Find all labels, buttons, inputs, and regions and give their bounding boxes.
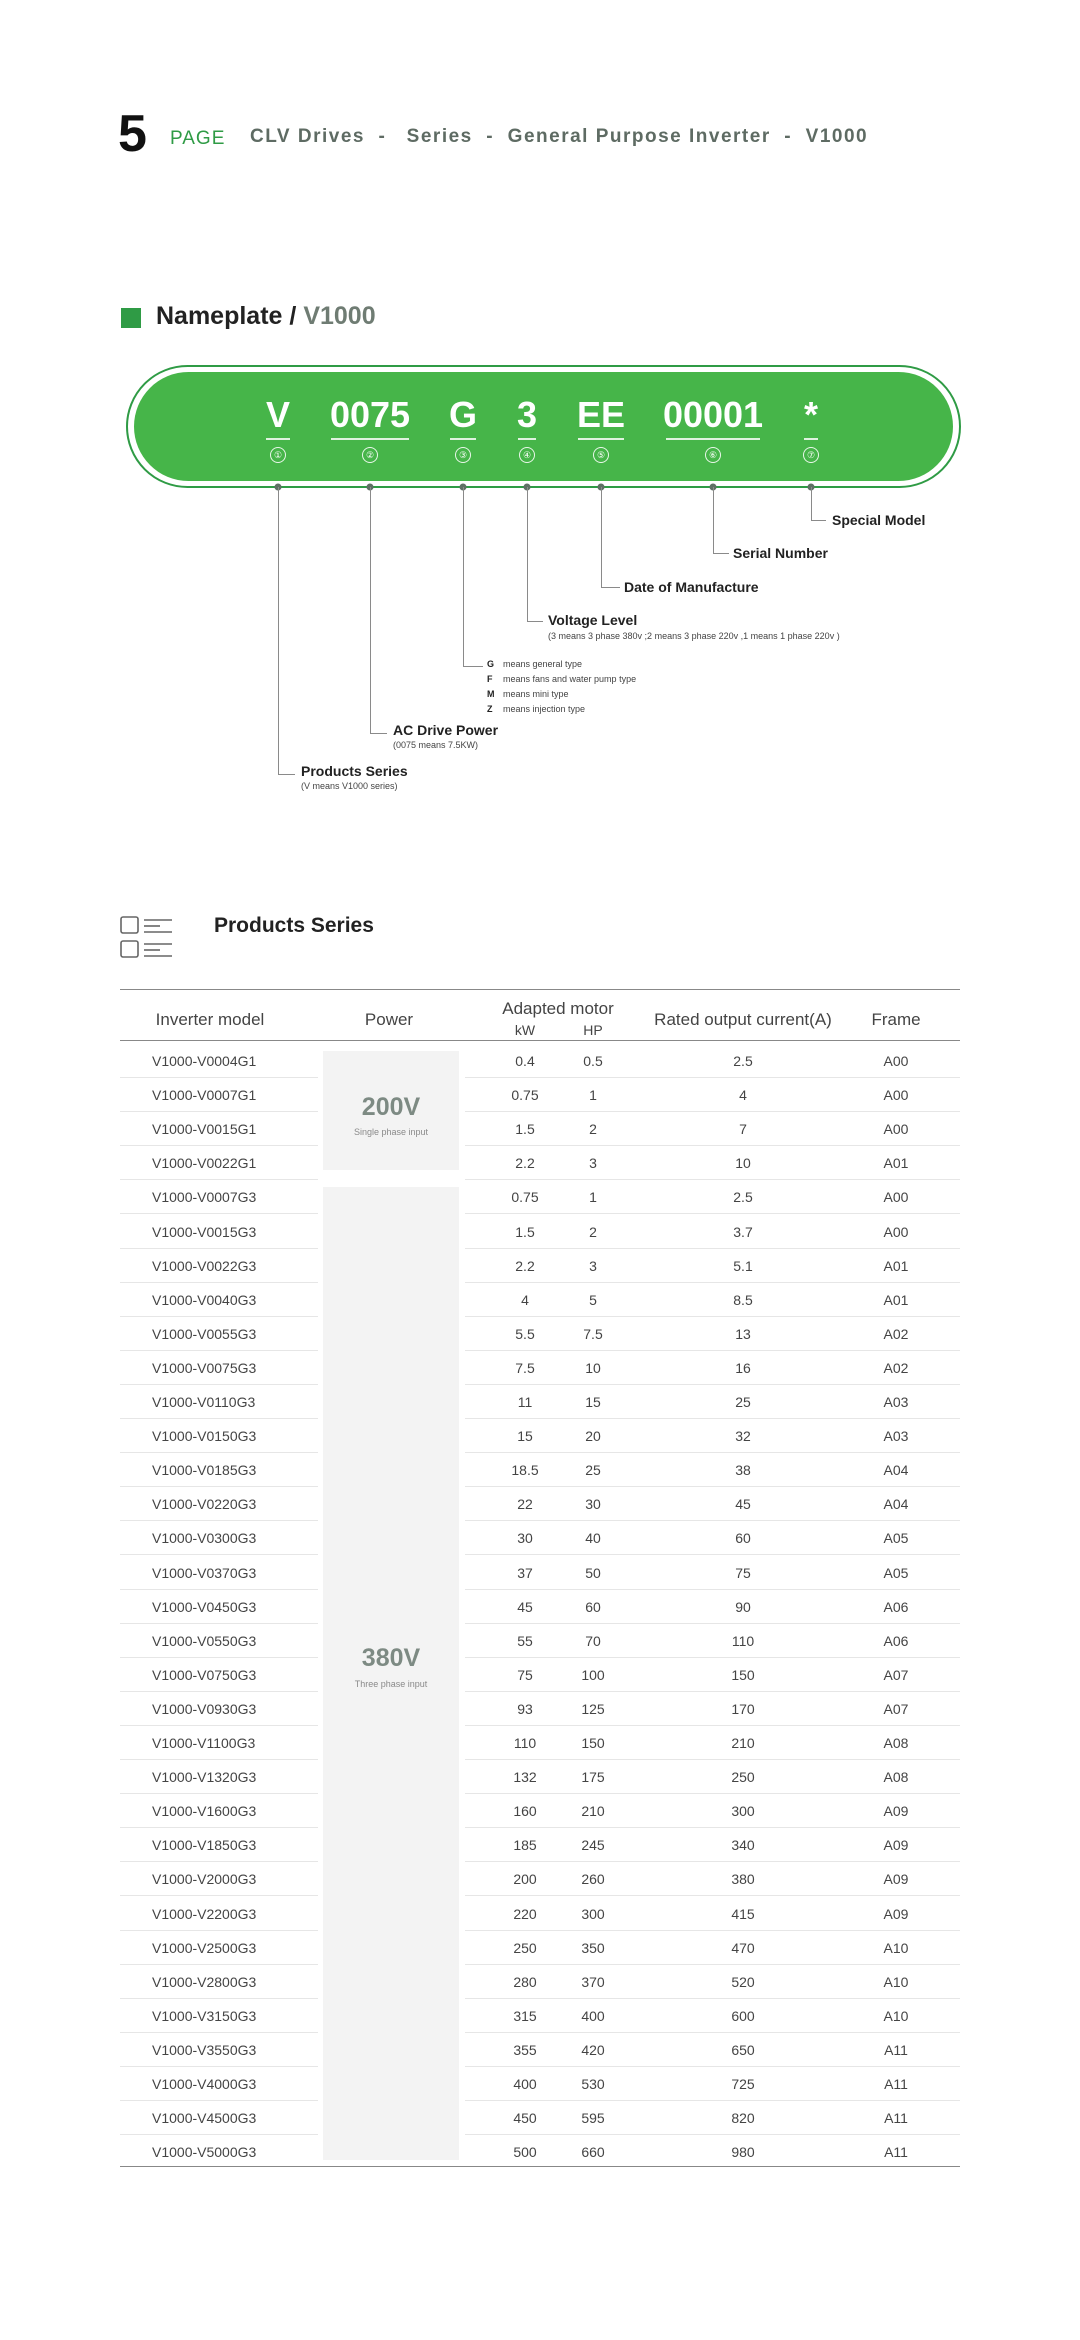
cell-current: 32 [735,1428,751,1445]
cell-hp: 2 [589,1121,597,1138]
table-row [120,1487,960,1521]
label-voltage-level-sub: (3 means 3 phase 380v ;2 means 3 phase 220v ,1 means 1 phase 220v ) [548,631,840,641]
cell-hp: 150 [581,1735,605,1751]
cell-current: 10 [735,1155,751,1172]
code-number: ⑥ [705,447,721,463]
cell-hp: 0.5 [583,1053,603,1069]
power-group-note: Single phase input [353,1127,429,1137]
cell-kw: 22 [517,1496,533,1513]
cell-current: 45 [735,1496,751,1513]
table-row [120,1078,960,1112]
cell-kw: 7.5 [515,1359,535,1376]
cell-model: V1000-V0015G3 [152,1223,257,1240]
cell-model: V1000-V0300G3 [152,1530,257,1547]
cell-current: 820 [731,2110,755,2127]
cell-current: 520 [731,1973,755,1990]
cell-hp: 260 [581,1871,605,1888]
cell-hp: 1 [589,1087,597,1104]
code-segment-voltage: 3 [516,394,538,435]
cell-current: 2.5 [733,1053,753,1069]
type-text: means mini type [503,689,569,699]
column-header-motor: Adapted motor [502,999,614,1018]
cell-model: V1000-V0550G3 [152,1632,257,1649]
cell-hp: 25 [585,1462,601,1479]
cell-model: V1000-V0004G1 [152,1053,257,1069]
connector-line [811,520,826,521]
code-underline [331,438,409,440]
cell-hp: 10 [585,1359,601,1376]
cell-model: V1000-V0110G3 [152,1394,256,1410]
type-text: means fans and water pump type [503,674,637,684]
cell-model: V1000-V0040G3 [152,1291,257,1308]
table-row [120,1931,960,1965]
cell-hp: 1 [589,1189,597,1206]
table-row [120,1215,960,1249]
table-row [120,1453,960,1487]
cell-model: V1000-V1850G3 [152,1837,257,1854]
connector-line [527,621,543,622]
type-row-fans [487,674,636,684]
code-number: ② [362,447,378,463]
table-bottom-rule [120,2166,960,2167]
table-row [120,1180,960,1214]
table-row [120,2067,960,2101]
cell-kw: 315 [513,2007,537,2024]
table-row [120,1692,960,1726]
table-row [120,1044,960,1078]
code-number: ④ [519,447,535,463]
table-row [120,2135,960,2169]
cell-kw: 0.75 [511,1087,539,1104]
table-row [120,2033,960,2067]
cell-current: 38 [735,1462,751,1479]
cell-kw: 5.5 [515,1325,535,1342]
cell-frame: A03 [883,1394,909,1410]
table-row [120,1249,960,1283]
power-group-label: 200V [361,1093,421,1121]
cell-hp: 20 [585,1428,601,1445]
cell-kw: 15 [517,1428,533,1445]
table-row [120,1658,960,1692]
cell-model: V1000-V4500G3 [152,2110,257,2127]
cell-frame: A09 [883,1871,909,1888]
cell-model: V1000-V0055G3 [152,1325,257,1342]
cell-hp: 70 [585,1632,601,1649]
cell-current: 600 [731,2007,755,2024]
cell-hp: 7.5 [583,1325,603,1342]
cell-hp: 5 [589,1291,597,1308]
cell-model: V1000-V1320G3 [152,1769,257,1786]
column-header-frame: Frame [871,1010,921,1029]
cell-frame: A06 [883,1598,909,1615]
cell-kw: 400 [513,2076,537,2092]
cell-model: V1000-V0930G3 [152,1700,257,1717]
cell-current: 110 [731,1632,755,1649]
cell-frame: A04 [883,1462,909,1479]
type-key: G [487,659,495,669]
cell-frame: A10 [883,1973,909,1990]
power-group-note: Three phase input [354,1679,428,1689]
cell-hp: 595 [581,2110,605,2127]
header-title: CLV Drives - Series - General Purpose Inverter - V1000 [250,126,869,147]
type-row-mini [487,689,569,699]
cell-frame: A00 [883,1053,909,1069]
cell-hp: 50 [585,1564,601,1581]
table-row [120,1965,960,1999]
type-row-general [487,659,582,669]
cell-kw: 45 [517,1598,533,1615]
label-products-series-sub: (V means V1000 series) [301,781,398,791]
cell-hp: 300 [581,1905,605,1922]
connector-line [463,487,464,666]
cell-frame: A00 [883,1121,909,1138]
code-number: ① [270,447,286,463]
cell-kw: 0.75 [511,1189,539,1206]
cell-frame: A09 [883,1803,909,1820]
nameplate-heading-text: Nameplate [156,302,283,330]
cell-hp: 530 [581,2076,605,2092]
type-key: F [487,674,493,684]
cell-model: V1000-V0075G3 [152,1359,257,1376]
type-key: M [487,689,495,699]
table-row [120,1419,960,1453]
cell-current: 250 [731,1769,755,1786]
cell-kw: 75 [517,1666,533,1683]
cell-current: 60 [735,1530,751,1547]
cell-frame: A04 [883,1496,909,1513]
connector-line [601,587,620,588]
cell-hp: 420 [581,2041,605,2058]
connector-line [527,487,528,621]
cell-model: V1000-V2500G3 [152,1939,257,1956]
cell-hp: 370 [581,1973,605,1990]
cell-model: V1000-V0750G3 [152,1666,257,1683]
cell-frame: A08 [883,1735,909,1751]
label-ac-drive-power-sub: (0075 means 7.5KW) [393,740,479,750]
table-row [120,1351,960,1385]
cell-model: V1000-V1600G3 [152,1803,257,1820]
cell-kw: 185 [513,1837,537,1854]
cell-frame: A01 [883,1291,909,1308]
code-number: ③ [455,447,471,463]
table-row [120,1897,960,1931]
code-segment-date: EE [576,394,626,435]
cell-frame: A01 [883,1257,909,1274]
cell-model: V1000-V4000G3 [152,2076,257,2092]
type-text: means general type [503,659,583,669]
cell-model: V1000-V2000G3 [152,1871,257,1888]
type-row-injection [487,704,585,714]
label-serial-number: Serial Number [733,545,828,561]
cell-current: 210 [731,1735,755,1751]
cell-model: V1000-V0150G3 [152,1428,257,1445]
cell-current: 300 [731,1803,755,1820]
cell-hp: 400 [581,2007,605,2024]
code-underline [266,438,290,440]
cell-model: V1000-V2800G3 [152,1973,257,1990]
cell-frame: A10 [883,2007,909,2024]
cell-frame: A07 [883,1666,909,1683]
table-row [120,1385,960,1419]
column-header-kw: kW [514,1022,536,1038]
cell-hp: 245 [581,1837,605,1854]
table-row [120,1999,960,2033]
table-row [120,1590,960,1624]
code-segment-type: G [448,394,478,435]
type-key: Z [487,704,493,714]
cell-frame: A07 [883,1700,909,1717]
table-row [120,1862,960,1896]
cell-kw: 2.2 [515,1155,535,1172]
table-row [120,1760,960,1794]
cell-kw: 11 [517,1394,533,1410]
page-word: PAGE [170,128,226,149]
table-row [120,1521,960,1555]
cell-kw: 500 [513,2144,537,2161]
cell-hp: 3 [589,1155,597,1172]
connector-line [278,487,279,774]
nameplate-heading-separator: / [289,302,297,330]
cell-hp: 125 [581,1700,605,1717]
cell-kw: 355 [513,2041,537,2058]
cell-kw: 132 [513,1769,537,1786]
cell-model: V1000-V1100G3 [152,1735,256,1751]
column-header-hp: HP [583,1022,603,1038]
label-ac-drive-power: AC Drive Power [393,722,499,738]
cell-model: V1000-V3550G3 [152,2041,257,2058]
cell-kw: 55 [517,1632,533,1649]
cell-kw: 93 [517,1700,533,1717]
cell-current: 415 [731,1905,755,1922]
cell-current: 980 [731,2144,755,2161]
table-row [120,1726,960,1760]
cell-frame: A01 [883,1155,909,1172]
table-row [120,1283,960,1317]
code-underline [666,438,760,440]
cell-frame: A05 [883,1564,909,1581]
cell-frame: A10 [883,1939,909,1956]
code-segment-special: * [803,394,819,435]
cell-frame: A09 [883,1905,909,1922]
cell-current: 3.7 [733,1223,753,1240]
connector-line [713,553,729,554]
cell-current: 7 [739,1121,747,1138]
cell-current: 5.1 [733,1257,753,1274]
cell-model: V1000-V0022G1 [152,1155,257,1172]
cell-current: 340 [731,1837,755,1854]
cell-hp: 60 [585,1598,601,1615]
cell-current: 13 [735,1325,751,1342]
table-row [120,2101,960,2135]
cell-current: 4 [739,1087,747,1104]
cell-hp: 175 [581,1769,605,1786]
cell-kw: 2.2 [515,1257,535,1274]
table-row [120,1794,960,1828]
cell-hp: 3 [589,1257,597,1274]
cell-kw: 30 [517,1530,533,1547]
cell-kw: 280 [513,1973,537,1990]
cell-kw: 1.5 [515,1223,535,1240]
cell-hp: 100 [581,1666,605,1683]
cell-model: V1000-V0015G1 [152,1121,257,1138]
list-icon [120,916,175,960]
connector-line [811,487,812,520]
cell-kw: 0.4 [515,1053,535,1069]
cell-frame: A11 [884,2110,908,2127]
code-number: ⑦ [803,447,819,463]
cell-current: 90 [735,1598,751,1615]
label-date-of-manufacture: Date of Manufacture [624,579,759,595]
cell-hp: 30 [585,1496,601,1513]
cell-model: V1000-V0450G3 [152,1598,257,1615]
cell-model: V1000-V0007G1 [152,1087,257,1104]
cell-frame: A00 [883,1189,909,1206]
column-header-model: Inverter model [155,1010,265,1029]
table-row [120,1146,960,1180]
cell-hp: 40 [585,1530,601,1547]
power-group-label: 380V [361,1644,421,1672]
products-series-heading: Products Series [214,914,374,937]
table-header-rule [120,1040,960,1041]
cell-frame: A05 [883,1530,909,1547]
table-row [120,1828,960,1862]
label-special-model: Special Model [832,512,926,528]
cell-kw: 160 [513,1803,537,1820]
connector-line [278,774,295,775]
cell-model: V1000-V0007G3 [152,1189,257,1206]
cell-current: 725 [731,2076,755,2092]
table-row [120,1624,960,1658]
cell-hp: 350 [581,1939,605,1956]
cell-model: V1000-V0022G3 [152,1257,257,1274]
column-header-current: Rated output current(A) [654,1010,832,1029]
cell-current: 16 [735,1359,751,1376]
cell-current: 170 [731,1700,755,1717]
table-top-rule [120,989,960,990]
cell-current: 380 [731,1871,755,1888]
label-products-series: Products Series [301,763,408,779]
cell-frame: A08 [883,1769,909,1786]
code-segment-power: 0075 [329,394,411,435]
code-underline [518,438,536,440]
cell-current: 150 [731,1666,755,1683]
cell-kw: 450 [513,2110,537,2127]
cell-model: V1000-V5000G3 [152,2144,257,2161]
table-row [120,1112,960,1146]
cell-frame: A09 [883,1837,909,1854]
cell-model: V1000-V0220G3 [152,1496,257,1513]
cell-frame: A03 [883,1428,909,1445]
column-header-power: Power [364,1010,414,1029]
nameplate-heading-model: V1000 [303,302,376,330]
cell-frame: A02 [883,1325,909,1342]
connector-line [370,733,387,734]
connector-line [463,666,483,667]
label-voltage-level: Voltage Level [548,612,638,628]
table-row [120,1556,960,1590]
cell-kw: 37 [517,1564,533,1581]
code-number: ⑤ [593,447,609,463]
section-marker-icon [121,308,141,328]
cell-current: 470 [731,1939,755,1956]
cell-current: 25 [735,1394,751,1410]
cell-kw: 250 [513,1939,537,1956]
cell-frame: A06 [883,1632,909,1649]
cell-model: V1000-V2200G3 [152,1905,257,1922]
cell-model: V1000-V3150G3 [152,2007,257,2024]
cell-model: V1000-V0370G3 [152,1564,257,1581]
cell-current: 8.5 [733,1291,753,1308]
cell-kw: 110 [513,1735,537,1751]
cell-kw: 1.5 [515,1121,535,1138]
code-underline [578,438,624,440]
nameplate-heading [156,302,376,331]
cell-hp: 210 [581,1803,605,1820]
cell-current: 650 [731,2041,755,2058]
cell-hp: 660 [581,2144,605,2161]
cell-kw: 18.5 [511,1462,539,1479]
nameplate-plate [134,372,953,481]
type-text: means injection type [503,704,586,714]
connector-line [370,487,371,733]
cell-current: 2.5 [733,1189,753,1206]
code-segment-serial: 00001 [662,394,764,435]
page-number: 5 [118,105,147,163]
cell-kw: 220 [513,1905,537,1922]
cell-hp: 2 [589,1223,597,1240]
table-row [120,1317,960,1351]
cell-model: V1000-V0185G3 [152,1462,257,1479]
cell-frame: A00 [883,1223,909,1240]
cell-frame: A11 [884,2144,908,2161]
cell-frame: A11 [884,2041,908,2058]
cell-frame: A02 [883,1359,909,1376]
code-underline [450,438,476,440]
cell-frame: A00 [883,1087,909,1104]
connector-line [601,487,602,587]
cell-hp: 15 [585,1394,601,1410]
cell-kw: 200 [513,1871,537,1888]
cell-kw: 4 [521,1291,529,1308]
code-segment-series: V [265,394,291,435]
connector-line [713,487,714,553]
code-underline [804,438,818,440]
cell-frame: A11 [884,2076,908,2092]
cell-current: 75 [735,1564,751,1581]
